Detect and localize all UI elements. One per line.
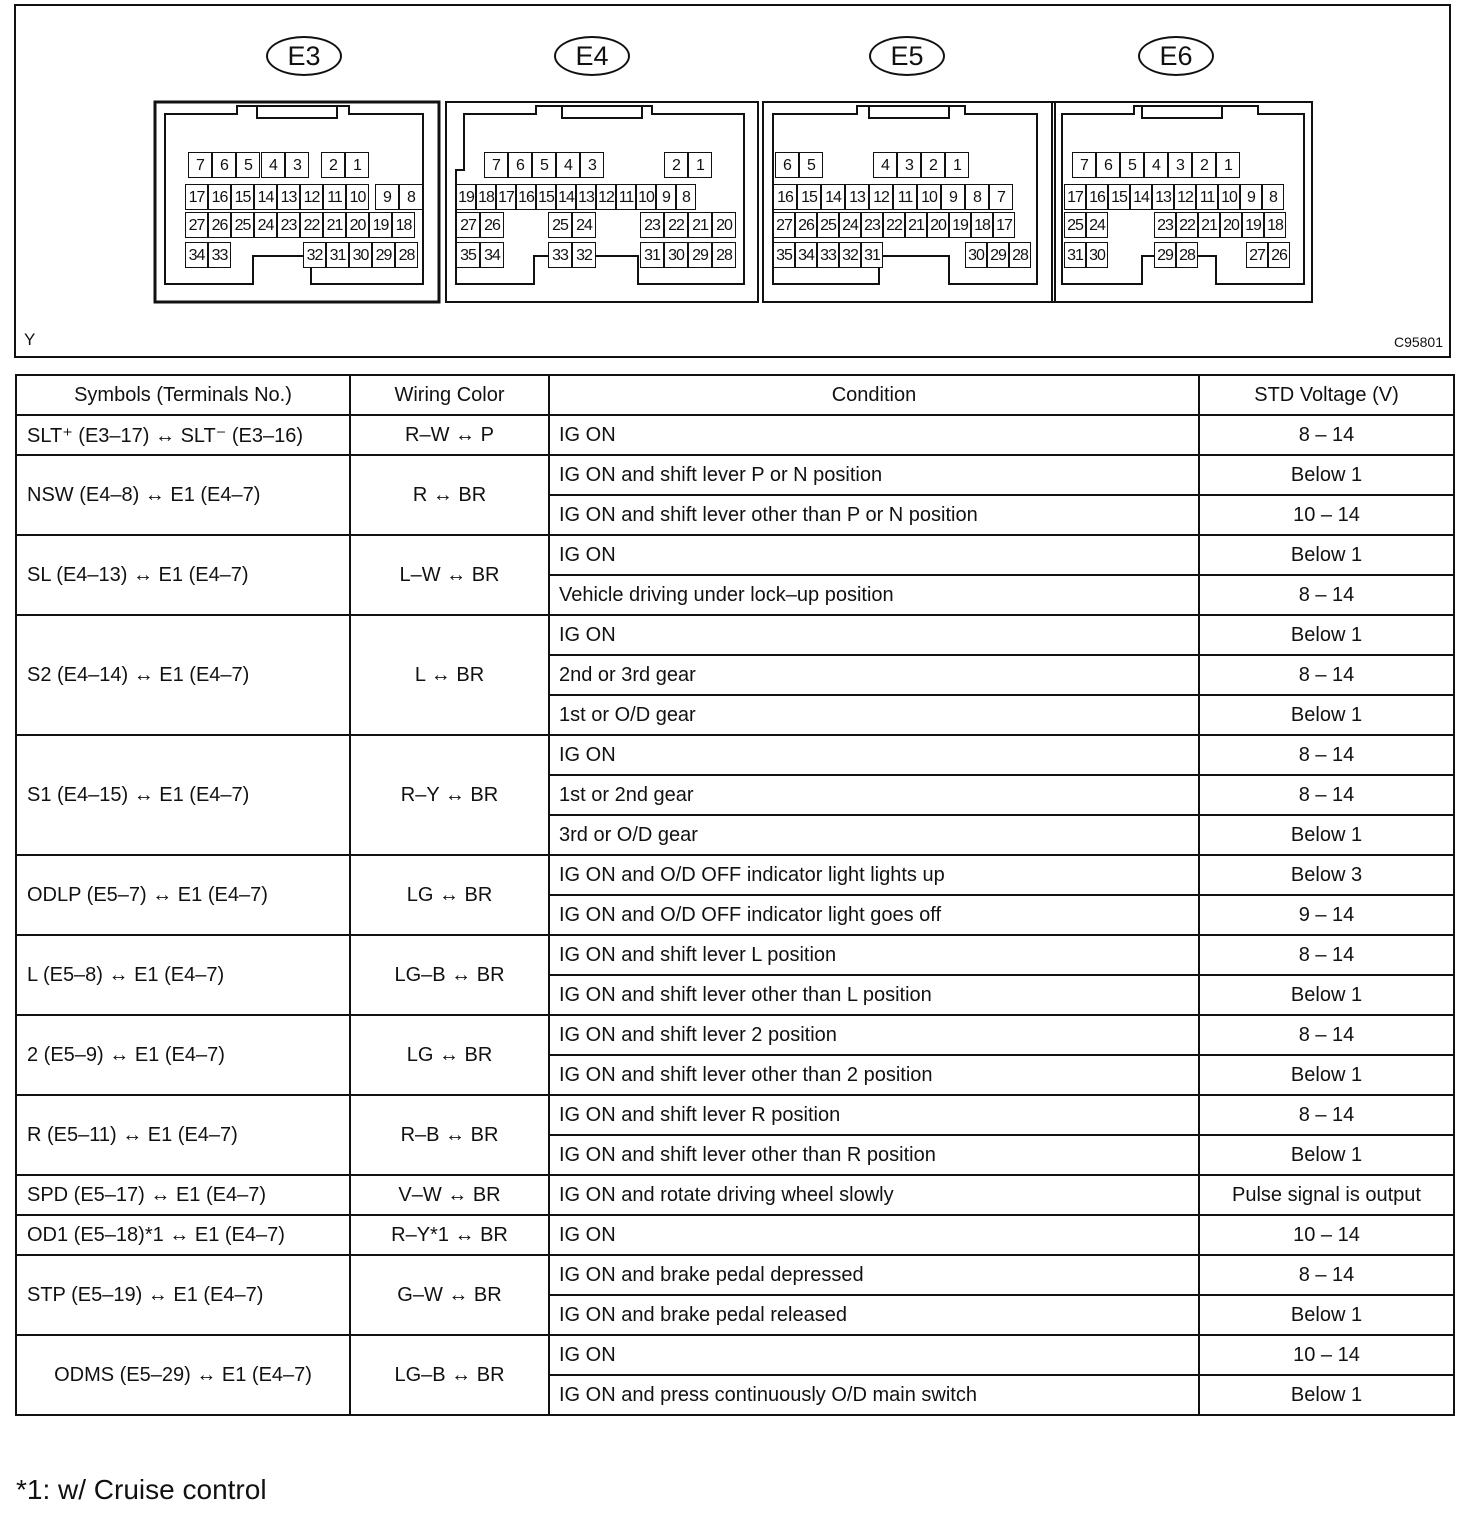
terminal-cell: 23 <box>640 212 664 238</box>
terminal-cell: 22 <box>300 212 323 238</box>
condition-cell: IG ON and shift lever other than L position <box>549 975 1199 1015</box>
terminal-cell: 16 <box>516 184 536 210</box>
condition-cell: IG ON and shift lever other than P or N position <box>549 495 1199 535</box>
condition-cell: IG ON and shift lever R position <box>549 1095 1199 1135</box>
terminal-cell: 5 <box>1120 152 1144 178</box>
terminal-cell: 15 <box>536 184 556 210</box>
terminal-cell: 13 <box>845 184 869 210</box>
terminal-cell: 3 <box>1168 152 1192 178</box>
terminal-cell: 19 <box>1242 212 1264 238</box>
terminal-cell: 12 <box>1174 184 1196 210</box>
table-row <box>16 735 1454 775</box>
terminal-cell: 10 <box>917 184 941 210</box>
terminal-cell: 30 <box>965 242 987 268</box>
terminal-cell: 28 <box>1009 242 1031 268</box>
symbol-cell: S1 (E4–15) ↔ E1 (E4–7) <box>16 735 350 855</box>
table-header-row <box>16 375 1454 415</box>
terminal-cell: 31 <box>861 242 883 268</box>
terminal-cell: 2 <box>921 152 945 178</box>
terminal-cell: 21 <box>905 212 927 238</box>
std-voltage-cell: Below 1 <box>1199 1135 1454 1175</box>
terminal-cell: 32 <box>839 242 861 268</box>
terminal-cell: 8 <box>1262 184 1284 210</box>
terminal-voltage-table <box>15 374 1455 1416</box>
symbol-cell: STP (E5–19) ↔ E1 (E4–7) <box>16 1255 350 1335</box>
terminal-cell: 29 <box>688 242 712 268</box>
terminal-cell: 6 <box>775 152 799 178</box>
terminal-cell: 1 <box>945 152 969 178</box>
terminal-cell: 9 <box>375 184 399 210</box>
terminal-cell: 2 <box>664 152 688 178</box>
symbol-cell: SPD (E5–17) ↔ E1 (E4–7) <box>16 1175 350 1215</box>
terminal-cell: 33 <box>548 242 572 268</box>
condition-cell: IG ON <box>549 415 1199 455</box>
table-row <box>16 1095 1454 1135</box>
terminal-cell: 31 <box>1064 242 1086 268</box>
terminal-cell: 23 <box>277 212 300 238</box>
wiring-color-cell: R–B ↔ BR <box>350 1095 549 1175</box>
terminal-cell: 29 <box>987 242 1009 268</box>
terminal-cell: 14 <box>821 184 845 210</box>
wiring-color-cell: R–W ↔ P <box>350 415 549 455</box>
symbol-cell: 2 (E5–9) ↔ E1 (E4–7) <box>16 1015 350 1095</box>
condition-cell: IG ON and O/D OFF indicator light lights up <box>549 855 1199 895</box>
terminal-cell: 21 <box>323 212 346 238</box>
wiring-color-cell: LG ↔ BR <box>350 855 549 935</box>
terminal-cell: 34 <box>795 242 817 268</box>
table-body <box>16 415 1454 1415</box>
condition-cell: IG ON and brake pedal released <box>549 1295 1199 1335</box>
symbol-cell: L (E5–8) ↔ E1 (E4–7) <box>16 935 350 1015</box>
terminal-cell: 12 <box>869 184 893 210</box>
connector-diagram <box>14 4 1451 358</box>
terminal-cell: 6 <box>1096 152 1120 178</box>
header-std-voltage: STD Voltage (V) <box>1199 375 1454 415</box>
table-row <box>16 855 1454 895</box>
table-row <box>16 1335 1454 1375</box>
table-row <box>16 615 1454 655</box>
std-voltage-cell: Pulse signal is output <box>1199 1175 1454 1215</box>
terminal-cell: 3 <box>580 152 604 178</box>
symbol-cell: S2 (E4–14) ↔ E1 (E4–7) <box>16 615 350 735</box>
symbol-cell: R (E5–11) ↔ E1 (E4–7) <box>16 1095 350 1175</box>
condition-cell: IG ON and shift lever P or N position <box>549 455 1199 495</box>
condition-cell: IG ON <box>549 615 1199 655</box>
terminal-cell: 32 <box>572 242 596 268</box>
terminal-cell: 34 <box>480 242 504 268</box>
terminal-cell: 7 <box>484 152 508 178</box>
symbol-cell: SLT⁺ (E3–17) ↔ SLT⁻ (E3–16) <box>16 415 350 455</box>
wiring-color-cell: LG–B ↔ BR <box>350 935 549 1015</box>
wiring-color-cell: V–W ↔ BR <box>350 1175 549 1215</box>
terminal-cell: 9 <box>656 184 676 210</box>
terminal-cell: 32 <box>303 242 326 268</box>
connector-e3 <box>153 100 441 304</box>
condition-cell: IG ON <box>549 535 1199 575</box>
terminal-cell: 7 <box>188 152 212 178</box>
terminal-cell: 27 <box>773 212 795 238</box>
std-voltage-cell: 8 – 14 <box>1199 935 1454 975</box>
terminal-cell: 26 <box>795 212 817 238</box>
terminal-cell: 27 <box>185 212 208 238</box>
terminal-cell: 25 <box>1064 212 1086 238</box>
terminal-cell: 12 <box>300 184 323 210</box>
terminal-cell: 19 <box>369 212 392 238</box>
connector-e4 <box>444 100 760 304</box>
terminal-cell: 6 <box>212 152 236 178</box>
terminal-cell: 15 <box>1108 184 1130 210</box>
terminal-cell: 8 <box>965 184 989 210</box>
terminal-cell: 12 <box>596 184 616 210</box>
table-row <box>16 1255 1454 1295</box>
std-voltage-cell: 8 – 14 <box>1199 735 1454 775</box>
terminal-cell: 15 <box>231 184 254 210</box>
terminal-cell: 18 <box>971 212 993 238</box>
terminal-cell: 31 <box>326 242 349 268</box>
terminal-cell: 18 <box>1264 212 1286 238</box>
terminal-cell: 29 <box>1154 242 1176 268</box>
terminal-cell: 3 <box>897 152 921 178</box>
terminal-cell: 7 <box>1072 152 1096 178</box>
condition-cell: 2nd or 3rd gear <box>549 655 1199 695</box>
table-row <box>16 535 1454 575</box>
std-voltage-cell: Below 1 <box>1199 535 1454 575</box>
connector-latch <box>1142 106 1222 118</box>
table-row <box>16 1215 1454 1255</box>
terminal-cell: 5 <box>236 152 260 178</box>
std-voltage-cell: Below 1 <box>1199 1375 1454 1415</box>
terminal-cell: 31 <box>640 242 664 268</box>
terminal-cell: 27 <box>1246 242 1268 268</box>
terminal-cell: 22 <box>664 212 688 238</box>
terminal-cell: 4 <box>261 152 285 178</box>
terminal-cell: 6 <box>508 152 532 178</box>
terminal-cell: 7 <box>989 184 1013 210</box>
std-voltage-cell: 9 – 14 <box>1199 895 1454 935</box>
connector-latch <box>869 106 949 118</box>
table-row <box>16 935 1454 975</box>
std-voltage-cell: 10 – 14 <box>1199 495 1454 535</box>
condition-cell: IG ON <box>549 1215 1199 1255</box>
terminal-cell: 30 <box>664 242 688 268</box>
figure-corner-letter: Y <box>24 330 36 349</box>
terminal-cell: 20 <box>712 212 736 238</box>
terminal-cell: 9 <box>1240 184 1262 210</box>
terminal-cell: 13 <box>576 184 596 210</box>
std-voltage-cell: 8 – 14 <box>1199 1095 1454 1135</box>
table-row <box>16 415 1454 455</box>
wiring-color-cell: G–W ↔ BR <box>350 1255 549 1335</box>
symbol-cell: NSW (E4–8) ↔ E1 (E4–7) <box>16 455 350 535</box>
terminal-cell: 34 <box>185 242 208 268</box>
terminal-cell: 35 <box>456 242 480 268</box>
terminal-cell: 23 <box>861 212 883 238</box>
connector-label-e6: E6 <box>1138 36 1214 76</box>
header-condition: Condition <box>549 375 1199 415</box>
table-row <box>16 1015 1454 1055</box>
terminal-cell: 8 <box>399 184 423 210</box>
condition-cell: IG ON <box>549 735 1199 775</box>
symbol-cell: OD1 (E5–18)*1 ↔ E1 (E4–7) <box>16 1215 350 1255</box>
terminal-cell: 17 <box>993 212 1015 238</box>
terminal-cell: 24 <box>839 212 861 238</box>
std-voltage-cell: Below 1 <box>1199 975 1454 1015</box>
terminal-cell: 11 <box>323 184 346 210</box>
terminal-cell: 20 <box>346 212 369 238</box>
terminal-cell: 13 <box>1152 184 1174 210</box>
std-voltage-cell: Below 3 <box>1199 855 1454 895</box>
table-row <box>16 455 1454 495</box>
terminal-cell: 11 <box>893 184 917 210</box>
terminal-cell: 14 <box>254 184 277 210</box>
symbol-cell: SL (E4–13) ↔ E1 (E4–7) <box>16 535 350 615</box>
terminal-cell: 1 <box>345 152 369 178</box>
wiring-color-cell: L ↔ BR <box>350 615 549 735</box>
wiring-color-cell: LG–B ↔ BR <box>350 1335 549 1415</box>
terminal-cell: 26 <box>208 212 231 238</box>
terminal-cell: 29 <box>372 242 395 268</box>
terminal-cell: 33 <box>817 242 839 268</box>
condition-cell: IG ON and shift lever other than R position <box>549 1135 1199 1175</box>
header-wiring-color: Wiring Color <box>350 375 549 415</box>
terminal-cell: 22 <box>883 212 905 238</box>
terminal-cell: 15 <box>797 184 821 210</box>
terminal-cell: 30 <box>349 242 372 268</box>
std-voltage-cell: 8 – 14 <box>1199 655 1454 695</box>
terminal-cell: 26 <box>480 212 504 238</box>
terminal-cell: 24 <box>572 212 596 238</box>
terminal-cell: 28 <box>1176 242 1198 268</box>
terminal-cell: 33 <box>208 242 231 268</box>
connector-label-e5: E5 <box>869 36 945 76</box>
terminal-cell: 5 <box>532 152 556 178</box>
terminal-cell: 25 <box>231 212 254 238</box>
terminal-cell: 10 <box>346 184 369 210</box>
condition-cell: 1st or 2nd gear <box>549 775 1199 815</box>
terminal-cell: 10 <box>636 184 656 210</box>
connector-e5 <box>761 100 1057 304</box>
terminal-cell: 19 <box>456 184 476 210</box>
terminal-cell: 16 <box>773 184 797 210</box>
terminal-cell: 28 <box>712 242 736 268</box>
std-voltage-cell: 8 – 14 <box>1199 575 1454 615</box>
std-voltage-cell: 8 – 14 <box>1199 415 1454 455</box>
terminal-cell: 4 <box>873 152 897 178</box>
terminal-cell: 25 <box>817 212 839 238</box>
wiring-color-cell: LG ↔ BR <box>350 1015 549 1095</box>
wiring-color-cell: L–W ↔ BR <box>350 535 549 615</box>
terminal-cell: 10 <box>1218 184 1240 210</box>
terminal-cell: 18 <box>476 184 496 210</box>
condition-cell: 3rd or O/D gear <box>549 815 1199 855</box>
std-voltage-cell: Below 1 <box>1199 815 1454 855</box>
terminal-cell: 16 <box>1086 184 1108 210</box>
terminal-cell: 17 <box>185 184 208 210</box>
std-voltage-cell: 8 – 14 <box>1199 1255 1454 1295</box>
terminal-cell: 18 <box>392 212 415 238</box>
std-voltage-cell: Below 1 <box>1199 1295 1454 1335</box>
terminal-cell: 1 <box>1216 152 1240 178</box>
terminal-cell: 4 <box>1144 152 1168 178</box>
table-row <box>16 1175 1454 1215</box>
condition-cell: Vehicle driving under lock–up position <box>549 575 1199 615</box>
connector-latch <box>562 106 642 118</box>
terminal-cell: 24 <box>254 212 277 238</box>
connector-label-e3: E3 <box>266 36 342 76</box>
wiring-color-cell: R ↔ BR <box>350 455 549 535</box>
terminal-cell: 16 <box>208 184 231 210</box>
condition-cell: IG ON and shift lever L position <box>549 935 1199 975</box>
terminal-cell: 9 <box>941 184 965 210</box>
footnote: *1: w/ Cruise control <box>16 1474 267 1505</box>
std-voltage-cell: Below 1 <box>1199 1055 1454 1095</box>
terminal-cell: 14 <box>556 184 576 210</box>
figure-code: C95801 <box>1393 334 1443 350</box>
terminal-cell: 20 <box>927 212 949 238</box>
symbol-cell: ODMS (E5–29) ↔ E1 (E4–7) <box>16 1335 350 1415</box>
terminal-cell: 20 <box>1220 212 1242 238</box>
condition-cell: IG ON <box>549 1335 1199 1375</box>
terminal-cell: 26 <box>1268 242 1290 268</box>
terminal-cell: 13 <box>277 184 300 210</box>
connector-label-e4: E4 <box>554 36 630 76</box>
terminal-cell: 35 <box>773 242 795 268</box>
terminal-cell: 2 <box>1192 152 1216 178</box>
terminal-cell: 24 <box>1086 212 1108 238</box>
terminal-cell: 25 <box>548 212 572 238</box>
terminal-cell: 19 <box>949 212 971 238</box>
terminal-cell: 5 <box>799 152 823 178</box>
connector-latch <box>257 106 337 118</box>
terminal-cell: 3 <box>285 152 309 178</box>
std-voltage-cell: Below 1 <box>1199 615 1454 655</box>
terminal-cell: 17 <box>496 184 516 210</box>
terminal-cell: 2 <box>321 152 345 178</box>
terminal-cell: 27 <box>456 212 480 238</box>
std-voltage-cell: 8 – 14 <box>1199 775 1454 815</box>
terminal-cell: 23 <box>1154 212 1176 238</box>
terminal-cell: 17 <box>1064 184 1086 210</box>
terminal-cell: 21 <box>1198 212 1220 238</box>
terminal-cell: 4 <box>556 152 580 178</box>
std-voltage-cell: Below 1 <box>1199 455 1454 495</box>
terminal-cell: 30 <box>1086 242 1108 268</box>
condition-cell: IG ON and rotate driving wheel slowly <box>549 1175 1199 1215</box>
terminal-cell: 22 <box>1176 212 1198 238</box>
wiring-color-cell: R–Y ↔ BR <box>350 735 549 855</box>
terminal-cell: 1 <box>688 152 712 178</box>
condition-cell: IG ON and press continuously O/D main switch <box>549 1375 1199 1415</box>
terminal-cell: 11 <box>1196 184 1218 210</box>
condition-cell: IG ON and brake pedal depressed <box>549 1255 1199 1295</box>
terminal-cell: 14 <box>1130 184 1152 210</box>
terminal-cell: 11 <box>616 184 636 210</box>
terminal-cell: 28 <box>395 242 418 268</box>
header-symbols: Symbols (Terminals No.) <box>16 375 350 415</box>
condition-cell: IG ON and O/D OFF indicator light goes off <box>549 895 1199 935</box>
std-voltage-cell: 10 – 14 <box>1199 1335 1454 1375</box>
connector-e6 <box>1050 100 1314 304</box>
condition-cell: IG ON and shift lever 2 position <box>549 1015 1199 1055</box>
symbol-cell: ODLP (E5–7) ↔ E1 (E4–7) <box>16 855 350 935</box>
wiring-color-cell: R–Y*1 ↔ BR <box>350 1215 549 1255</box>
std-voltage-cell: Below 1 <box>1199 695 1454 735</box>
condition-cell: 1st or O/D gear <box>549 695 1199 735</box>
terminal-cell: 8 <box>676 184 696 210</box>
terminal-cell: 21 <box>688 212 712 238</box>
condition-cell: IG ON and shift lever other than 2 position <box>549 1055 1199 1095</box>
std-voltage-cell: 8 – 14 <box>1199 1015 1454 1055</box>
std-voltage-cell: 10 – 14 <box>1199 1215 1454 1255</box>
